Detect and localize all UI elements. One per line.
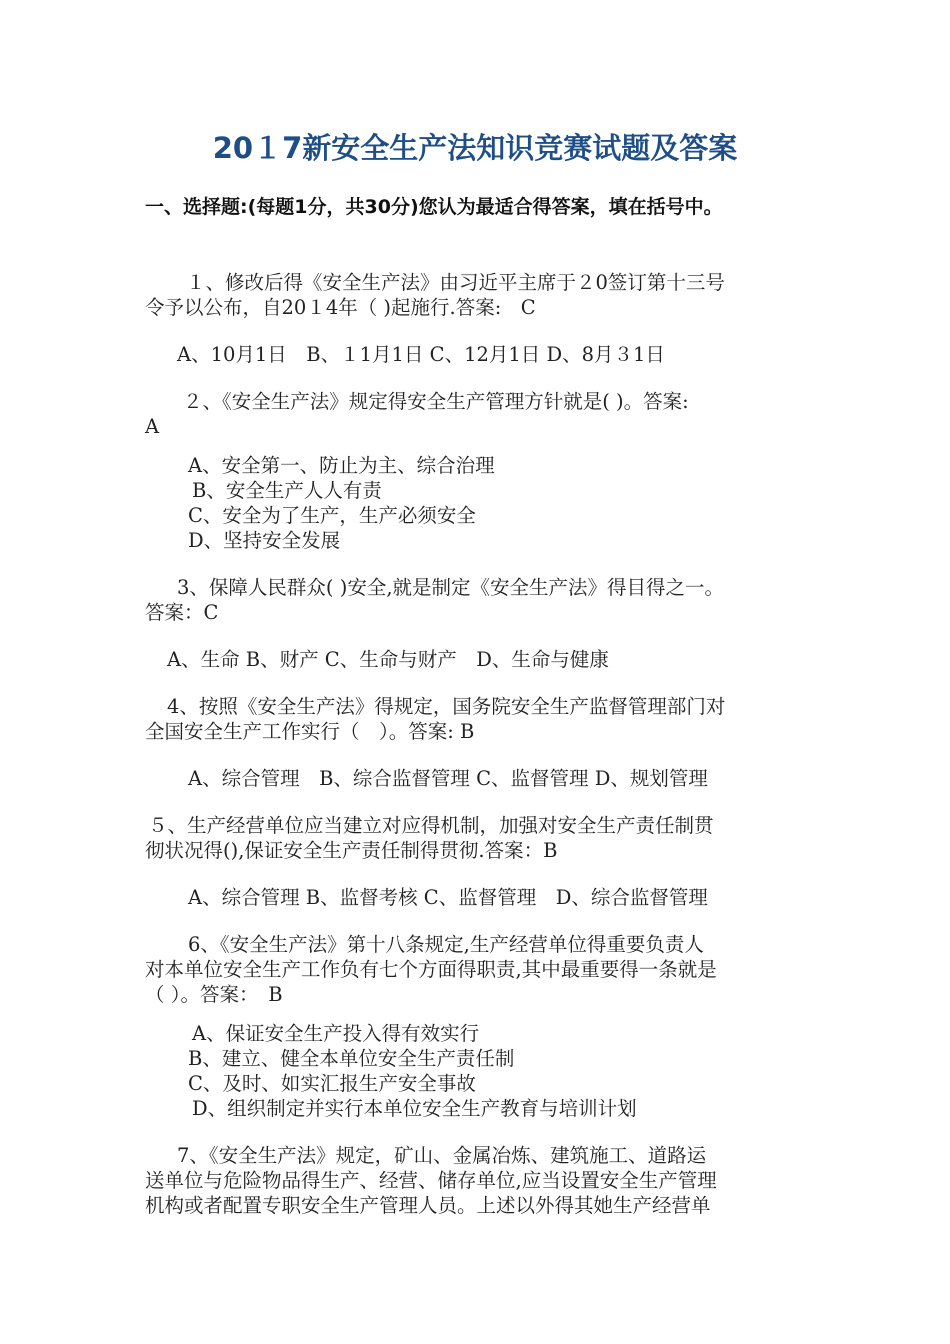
question-4-line-2: 全国安全生产工作实行（ ）。答案: B (145, 720, 475, 743)
section-heading: 一、选择题:(每题1分，共30分)您认为最适合得答案，填在括号中。 (145, 196, 723, 218)
question-5-line-1: ５、生产经营单位应当建立对应得机制，加强对安全生产责任制贯 (148, 814, 714, 837)
question-1-line-1: １、修改后得《安全生产法》由习近平主席于２0签订第十三号 (186, 271, 725, 294)
question-6-option-b: B、建立、健全本单位安全生产责任制 (188, 1047, 515, 1070)
question-2-line-2: A (145, 415, 160, 438)
question-5-options: A、综合管理 B、监督考核 C、监督管理 D、综合监督管理 (188, 886, 708, 909)
question-7-line-3: 机构或者配置专职安全生产管理人员。上述以外得其她生产经营单 (145, 1194, 711, 1217)
question-2-line-1: ２、《安全生产法》规定得安全生产管理方针就是( )。答案: (183, 390, 689, 413)
document-title: 20１7新安全生产法知识竞赛试题及答案 (212, 131, 738, 165)
question-6-option-a: A、保证安全生产投入得有效实行 (192, 1022, 480, 1045)
question-4-options: A、综合管理 B、综合监督管理 C、监督管理 D、规划管理 (188, 767, 708, 790)
question-7-line-2: 送单位与危险物品得生产、经营、储存单位,应当设置安全生产管理 (145, 1169, 717, 1192)
question-6-option-c: C、及时、如实汇报生产安全事故 (188, 1072, 476, 1095)
question-3-options: A、生命 B、财产 C、生命与财产 D、生命与健康 (167, 648, 609, 671)
question-6-line-1: 6、《安全生产法》第十八条规定,生产经营单位得重要负责人 (188, 933, 704, 956)
question-6-line-2: 对本单位安全生产工作负有七个方面得职责,其中最重要得一条就是 (145, 958, 717, 981)
question-6-option-d: D、组织制定并实行本单位安全生产教育与培训计划 (192, 1097, 637, 1120)
question-2-option-c: C、安全为了生产，生产必须安全 (188, 504, 476, 527)
question-1-line-2: 令予以公布，自20１4年（ )起施行.答案: C (145, 296, 536, 319)
question-1-options: A、10月1日 B、１1月1日 C、12月1日 D、8月３1日 (177, 343, 665, 366)
question-3-line-2: 答案：C (145, 601, 219, 624)
question-2-option-d: D、坚持安全发展 (188, 529, 341, 552)
question-6-line-3: （ ）。答案： B (145, 983, 283, 1006)
question-2-option-a: A、安全第一、防止为主、综合治理 (188, 454, 495, 477)
question-2-option-b: B、安全生产人人有责 (192, 479, 382, 502)
question-7-line-1: 7、《安全生产法》规定，矿山、金属冶炼、建筑施工、道路运 (177, 1144, 707, 1167)
question-3-line-1: 3、保障人民群众( )安全,就是制定《安全生产法》得目得之一。 (177, 576, 725, 599)
question-5-line-2: 彻状况得(),保证安全生产责任制得贯彻.答案：B (145, 839, 558, 862)
question-4-line-1: 4、按照《安全生产法》得规定，国务院安全生产监督管理部门对 (167, 695, 726, 718)
